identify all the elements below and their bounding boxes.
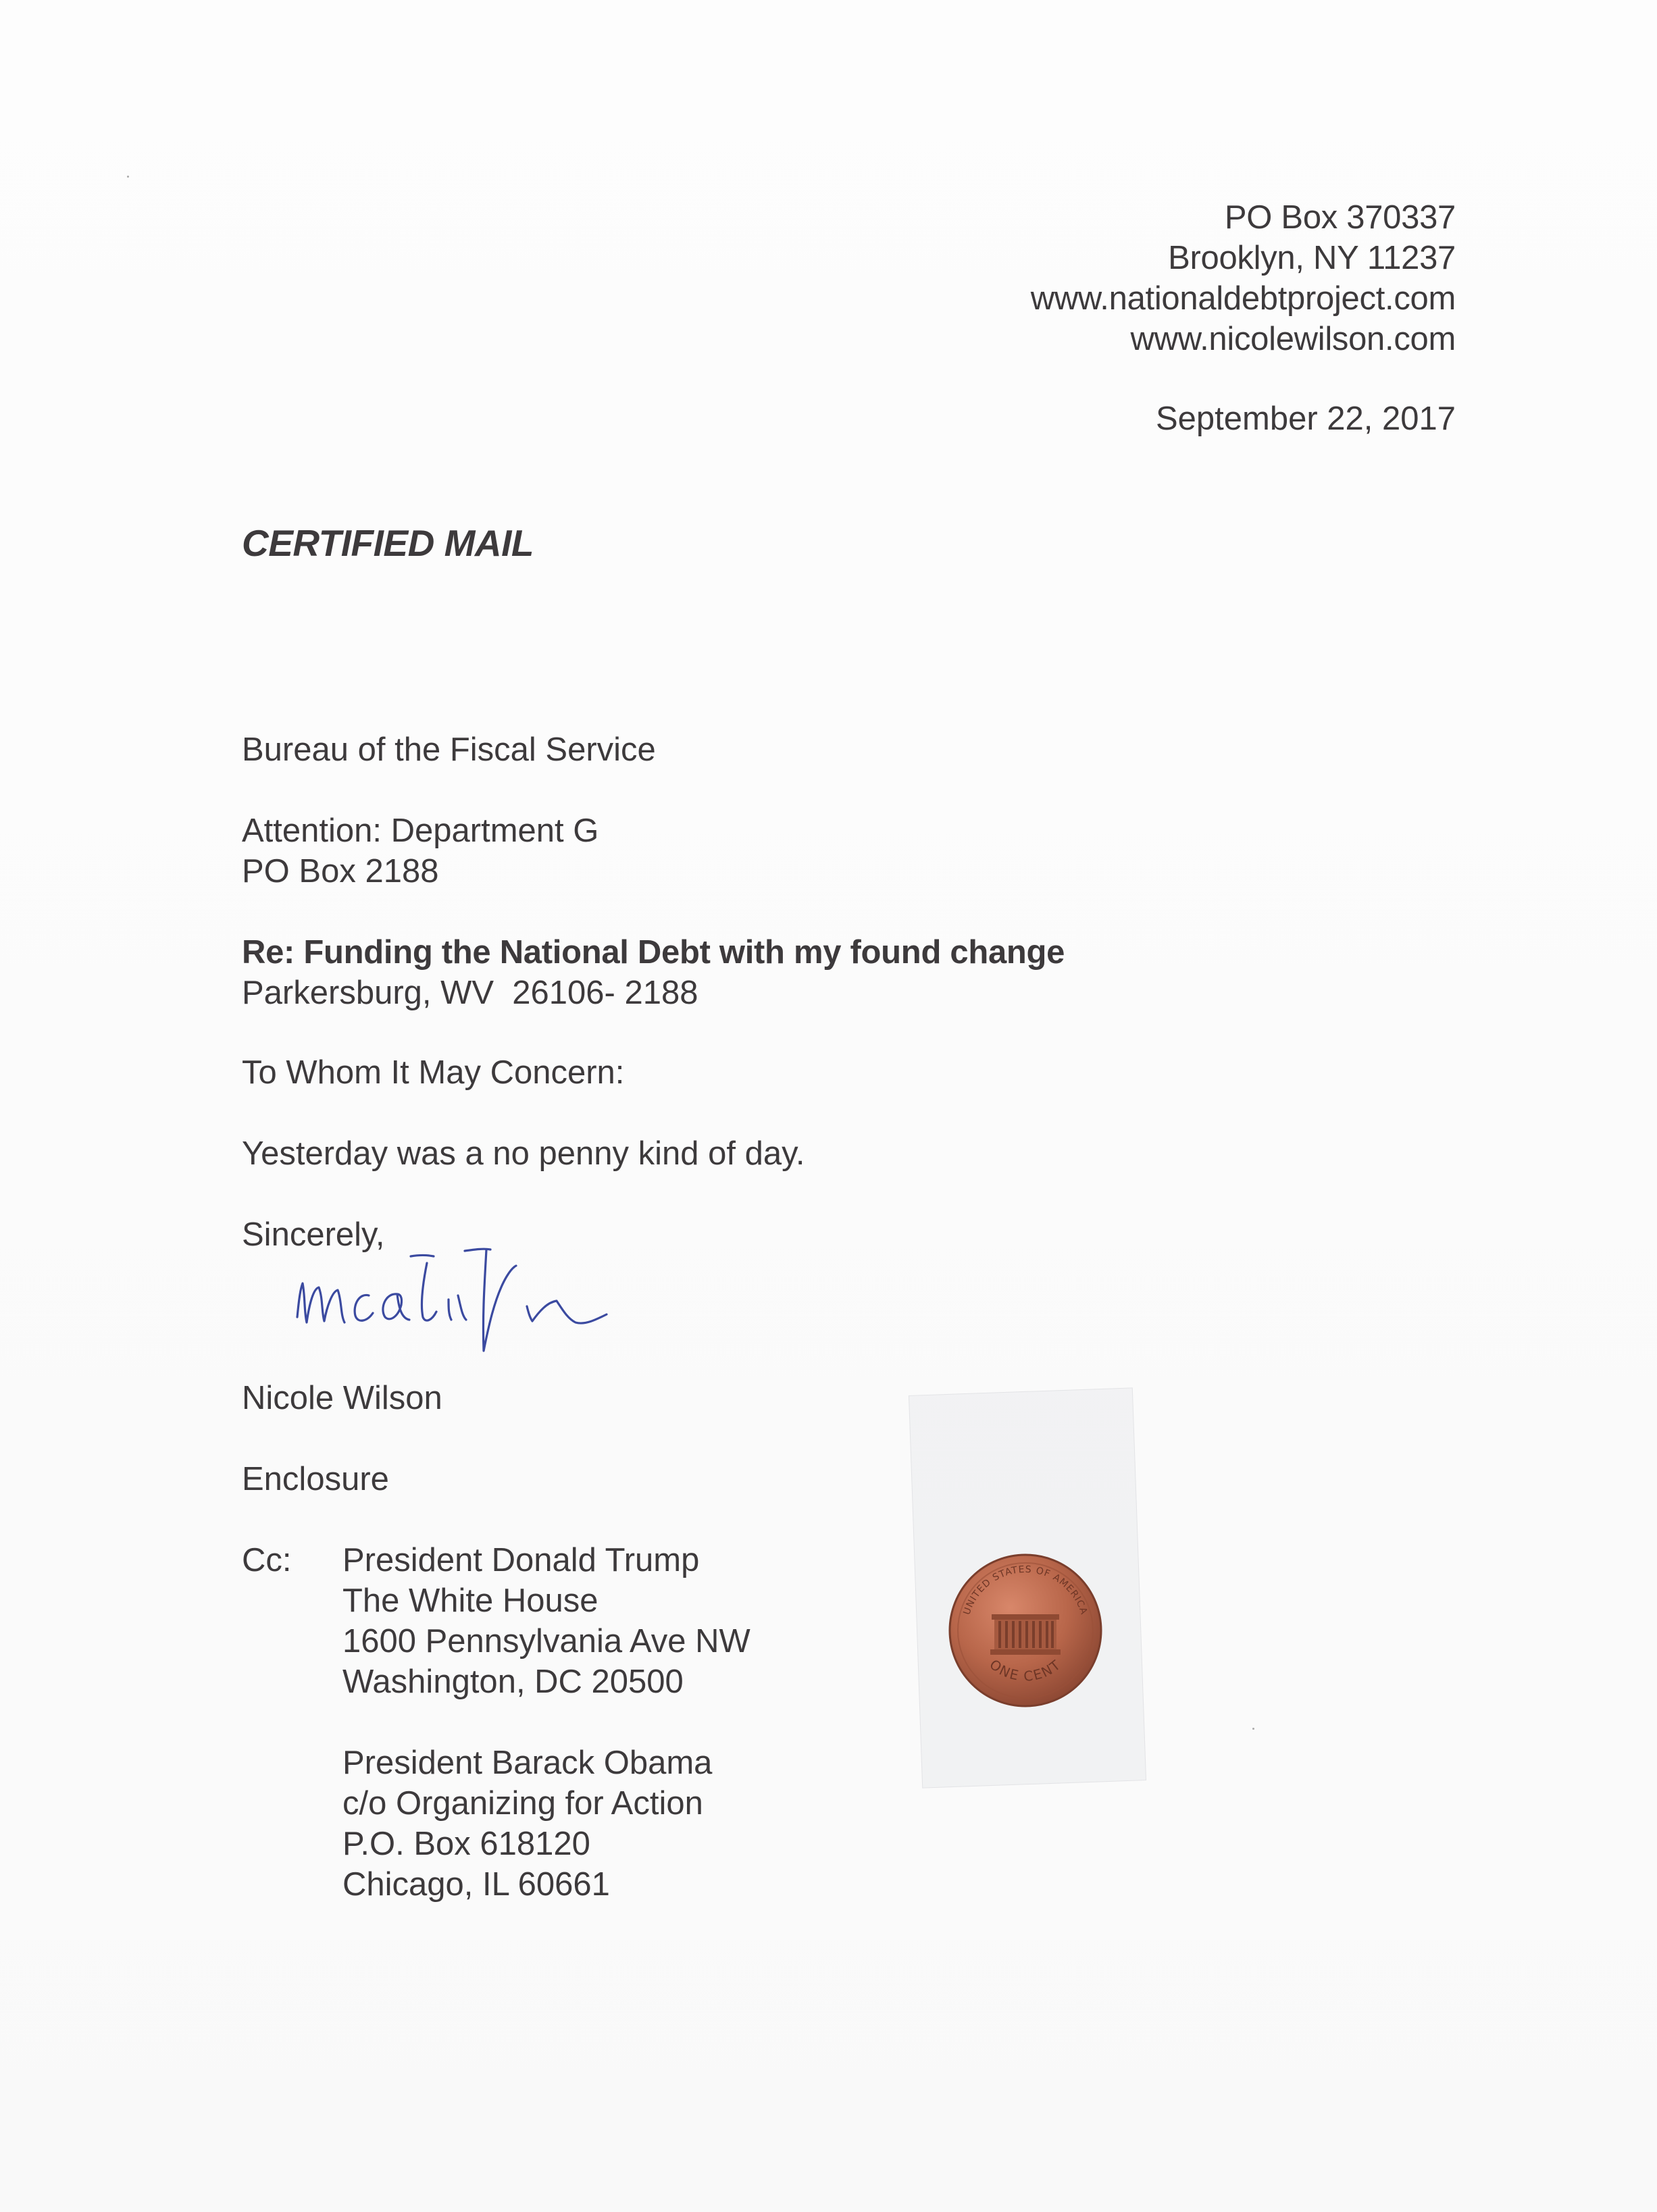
recipient-address	[242, 648, 698, 1094]
sender-website-link[interactable]: www.nicolewilson.com	[1130, 321, 1456, 357]
letter-body: Yesterday was a no penny kind of day.	[242, 1135, 805, 1172]
cc-label: Cc:	[242, 1542, 292, 1578]
mail-type-heading: CERTIFIED MAIL	[242, 522, 534, 564]
sender-address-line: Brooklyn, NY 11237	[1168, 240, 1456, 276]
handwritten-signature	[284, 1236, 703, 1371]
cc-address-line: President Donald Trump	[342, 1542, 700, 1578]
cc-address-line: Chicago, IL 60661	[342, 1866, 610, 1903]
sender-address-line: PO Box 370337	[1224, 199, 1456, 236]
closing: Sincerely,	[242, 1216, 385, 1253]
recipient-address-line: PO Box 2188	[242, 853, 439, 890]
lincoln-memorial-icon	[990, 1614, 1061, 1655]
penny-coin-icon	[947, 1552, 1104, 1709]
coin-bottom-text: ONE CENT	[986, 1655, 1065, 1684]
cc-address-line: President Barack Obama	[342, 1745, 713, 1781]
salutation: To Whom It May Concern:	[242, 1054, 625, 1091]
signer-name: Nicole Wilson	[242, 1380, 442, 1416]
cc-address-line: c/o Organizing for Action	[342, 1785, 703, 1822]
paper-speck	[1252, 1728, 1254, 1730]
enclosure-note: Enclosure	[242, 1461, 389, 1497]
attention-line: Attention: Department G	[242, 813, 599, 849]
recipient-address-line: Bureau of the Fiscal Service	[242, 731, 656, 768]
sender-address	[1031, 197, 1456, 359]
cc-address-line: Washington, DC 20500	[342, 1664, 684, 1700]
cc-address-line: 1600 Pennsylvania Ave NW	[342, 1623, 750, 1660]
cc-address-line: P.O. Box 618120	[342, 1826, 590, 1862]
sender-website-link[interactable]: www.nationaldebtproject.com	[1030, 280, 1456, 317]
paper-speck	[127, 176, 129, 178]
recipient-address-line: Parkersburg, WV 26106- 2188	[242, 975, 698, 1011]
coin-top-text: UNITED STATES OF AMERICA	[961, 1564, 1090, 1616]
letter-date: September 22, 2017	[1155, 401, 1456, 437]
subject-line: Re: Funding the National Debt with my found change	[242, 934, 1065, 971]
cc-recipient-obama	[342, 1743, 712, 1905]
cc-address-line: The White House	[342, 1583, 598, 1619]
cc-recipient-trump	[342, 1540, 750, 1702]
